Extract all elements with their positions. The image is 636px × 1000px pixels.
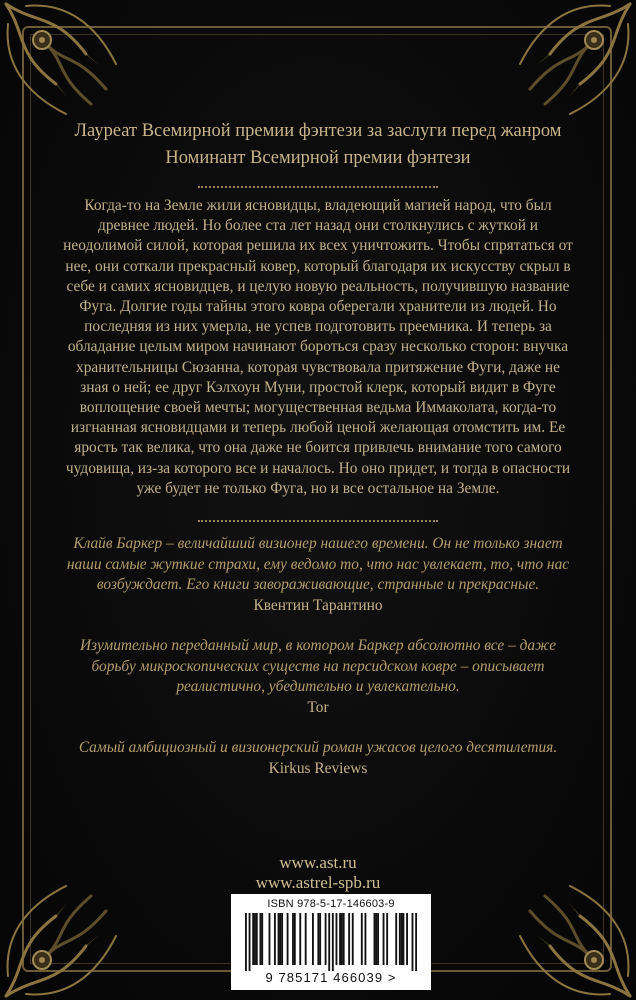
- barcode-bar: [383, 913, 385, 965]
- barcode-bar: [403, 913, 405, 965]
- barcode-bar: [364, 913, 366, 965]
- award-line: Номинант Всемирной премии фэнтези: [165, 148, 471, 168]
- site-link[interactable]: www.ast.ru: [279, 853, 357, 872]
- publisher-sites: [40, 853, 596, 893]
- barcode-bar: [352, 913, 354, 965]
- isbn-label: ISBN 978-5-17-146603-9: [267, 898, 395, 910]
- barcode-bar: [343, 913, 345, 965]
- barcode-bar: [317, 913, 319, 965]
- barcode-bar: [261, 913, 263, 965]
- barcode-bar: [336, 913, 338, 965]
- barcode-bar: [341, 913, 343, 965]
- ean-digits: 9 785171 466039 >: [265, 970, 397, 985]
- award-line: Лауреат Всемирной премии фэнтези за заслуги перед жанром: [74, 121, 562, 141]
- barcode-bar: [361, 913, 363, 965]
- barcode-bar: [339, 913, 341, 965]
- awards-block: [40, 118, 596, 172]
- review-quotes: [56, 534, 580, 779]
- barcode-bar: [305, 913, 307, 965]
- barcode-bar: [292, 913, 294, 965]
- barcode-bar: [325, 913, 327, 965]
- barcode-bar: [254, 913, 256, 965]
- review-quote: [56, 738, 580, 779]
- barcode-bar: [395, 913, 397, 965]
- isbn-barcode: [231, 894, 431, 990]
- quote-source: Квентин Тарантино: [253, 596, 383, 614]
- barcode-bar: [269, 913, 271, 965]
- barcode-bar: [252, 913, 254, 965]
- barcode-bar: [245, 913, 247, 971]
- barcode-bar: [399, 913, 401, 965]
- quote-source: Tor: [307, 698, 329, 716]
- quote-source: Kirkus Reviews: [268, 759, 368, 777]
- site-link[interactable]: www.astrel-spb.ru: [255, 873, 381, 892]
- barcode-bar: [401, 913, 403, 965]
- barcode-bar: [375, 913, 377, 965]
- dotted-divider: [198, 186, 438, 188]
- barcode-bar: [294, 913, 296, 965]
- quote-text: Изумительно переданный мир, в котором Баркер абсолютно все – даже борьбу микроскопических существ на персидском ковре – описывает реалистично, убедительно и увлекательно.: [79, 637, 557, 695]
- barcode-bar: [412, 913, 414, 971]
- barcode-bar: [249, 913, 251, 971]
- dotted-divider: [198, 520, 438, 522]
- review-quote: [56, 636, 580, 718]
- barcode-bar: [374, 913, 376, 965]
- quote-text: Клайв Баркер – величайший визионер нашего времени. Он не только знает наши самые жуткие страхи, ему ведомо то, что нас увлекает, то, что нас возбуждает. Его книги завораживающие, странные и прекрасные.: [66, 535, 570, 593]
- quote-text: Самый амбициозный и визионерский роман ужасов целого десятилетия.: [78, 739, 558, 756]
- barcode-bar: [279, 913, 281, 965]
- barcode-bar: [415, 913, 417, 971]
- barcode-bar: [328, 913, 330, 971]
- barcode-bar: [386, 913, 388, 965]
- barcode-bar: [278, 913, 280, 965]
- barcode-bar: [256, 913, 258, 965]
- barcode-bar: [406, 913, 408, 965]
- synopsis-text: Когда-то на Земле жили ясновидцы, владеющий магией народ, что был древнее людей. Но более ста лет назад они столкнулись с жуткой и неодолимой силой, которая решила их всех уничтожить. Чтобы спрятаться от нее, они соткали прекрасный ковер, который благодаря их искусству скрыл в себе и самих ясновидцев, и целую новую реальность, получившую название Фуга. Долгие годы тайны этого ковра оберегали хранители из людей. Но последняя из них умерла, не успев подготовить преемника. И теперь за обладание целым миром начинают бороться сразу несколько сторон: внучка хранительницы Сюзанна, которая чувствовала притяжение Фуги, даже не зная о ней; ее друг Кэлхоун Муни, простой клерк, который видит в Фуге воплощение своей мечты; могущественная ведьма Иммаколата, когда-то изгнанная ясновидцами и теперь любой ценой желающая отомстить им. Ее ярость так велика, что она даже не боится привлечь внимание того самого чудовища, из-за которого все и началось. Но оно придет, и тогда в опасности уже будет не только Фуга, но и все остальное на Земле.: [63, 197, 573, 497]
- barcode-bar: [377, 913, 379, 965]
- barcode-bar: [348, 913, 350, 965]
- barcode-bars: [245, 913, 417, 971]
- barcode-bar: [312, 913, 314, 965]
- review-quote: [56, 534, 580, 616]
- barcode-bar: [281, 913, 283, 965]
- barcode-bar: [332, 913, 334, 971]
- barcode-bar: [274, 913, 276, 965]
- barcode-bar: [299, 913, 301, 965]
- barcode-bar: [287, 913, 289, 965]
- barcode-bar: [259, 913, 261, 965]
- barcode-bar: [319, 913, 321, 965]
